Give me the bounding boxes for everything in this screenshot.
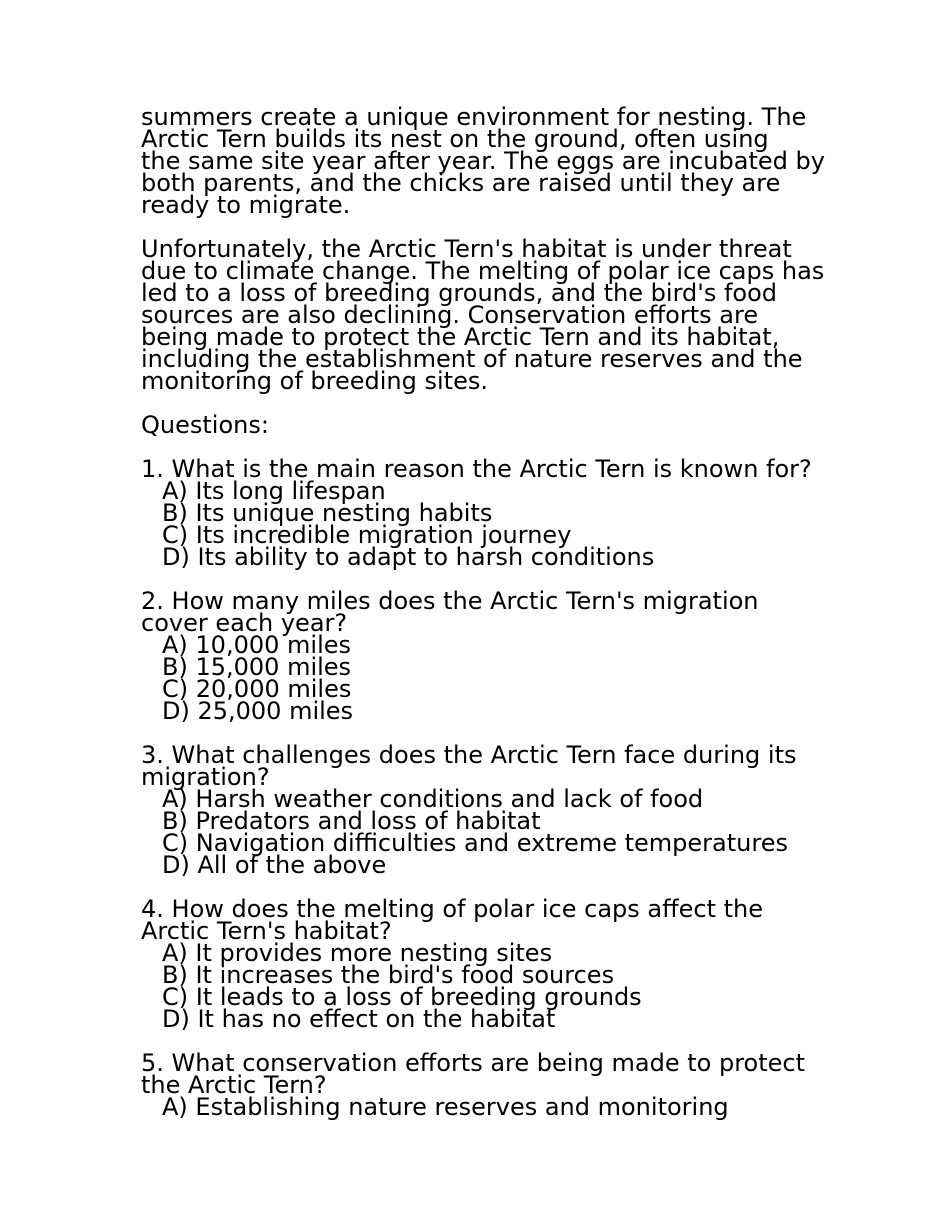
answer-option-a: A) 10,000 miles <box>162 631 351 659</box>
question-text: 4. How does the melting of polar ice caps affect the <box>141 895 764 923</box>
question-text: cover each year? <box>141 609 348 637</box>
paragraph-line: summers create a unique environment for nesting. The <box>141 103 807 131</box>
paragraph-line: both parents, and the chicks are raised until they are <box>141 169 781 197</box>
answer-option-c: C) Its incredible migration journey <box>162 521 572 549</box>
passage-paragraph-1 <box>141 103 831 219</box>
questions-heading: Questions: <box>141 411 269 439</box>
answer-option-d: D) 25,000 miles <box>162 697 354 725</box>
paragraph-line: including the establishment of nature reserves and the <box>141 345 803 373</box>
answer-option-d: D) All of the above <box>162 851 387 879</box>
paragraph-line: Unfortunately, the Arctic Tern's habitat is under threat <box>141 235 792 263</box>
paragraph-line: ready to migrate. <box>141 191 351 219</box>
answer-option-c: C) Navigation difficulties and extreme temperatures <box>162 829 788 857</box>
question-text: migration? <box>141 763 270 791</box>
paragraph-line: Arctic Tern builds its nest on the ground, often using <box>141 125 769 153</box>
question-text: Arctic Tern's habitat? <box>141 917 392 945</box>
paragraph-line: the same site year after year. The eggs are incubated by <box>141 147 825 175</box>
paragraph-line: being made to protect the Arctic Tern and its habitat, <box>141 323 780 351</box>
question-3 <box>141 741 831 879</box>
answer-option-b: B) Its unique nesting habits <box>162 499 493 527</box>
answer-option-a: A) Its long lifespan <box>162 477 386 505</box>
paragraph-line: sources are also declining. Conservation efforts are <box>141 301 759 329</box>
question-2 <box>141 587 831 725</box>
answer-option-a: A) Establishing nature reserves and monitoring <box>162 1093 729 1121</box>
answer-option-b: B) Predators and loss of habitat <box>162 807 541 835</box>
answer-option-c: C) It leads to a loss of breeding grounds <box>162 983 642 1011</box>
passage-paragraph-2 <box>141 235 831 395</box>
question-text: 3. What challenges does the Arctic Tern face during its <box>141 741 797 769</box>
answer-option-b: B) It increases the bird's food sources <box>162 961 615 989</box>
answer-option-b: B) 15,000 miles <box>162 653 352 681</box>
question-1 <box>141 455 831 571</box>
answer-option-c: C) 20,000 miles <box>162 675 352 703</box>
paragraph-line: led to a loss of breeding grounds, and the bird's food <box>141 279 778 307</box>
question-text: 1. What is the main reason the Arctic Tern is known for? <box>141 455 812 483</box>
question-text: 5. What conservation efforts are being made to protect <box>141 1049 806 1077</box>
answer-option-a: A) It provides more nesting sites <box>162 939 553 967</box>
answer-option-a: A) Harsh weather conditions and lack of food <box>162 785 704 813</box>
document-page <box>141 103 831 1140</box>
question-5 <box>141 1049 831 1121</box>
paragraph-line: monitoring of breeding sites. <box>141 367 488 395</box>
question-text: 2. How many miles does the Arctic Tern's migration <box>141 587 759 615</box>
question-4 <box>141 895 831 1033</box>
paragraph-line: due to climate change. The melting of polar ice caps has <box>141 257 825 285</box>
answer-option-d: D) Its ability to adapt to harsh conditions <box>162 543 655 571</box>
answer-option-d: D) It has no effect on the habitat <box>162 1005 556 1033</box>
question-text: the Arctic Tern? <box>141 1071 327 1099</box>
